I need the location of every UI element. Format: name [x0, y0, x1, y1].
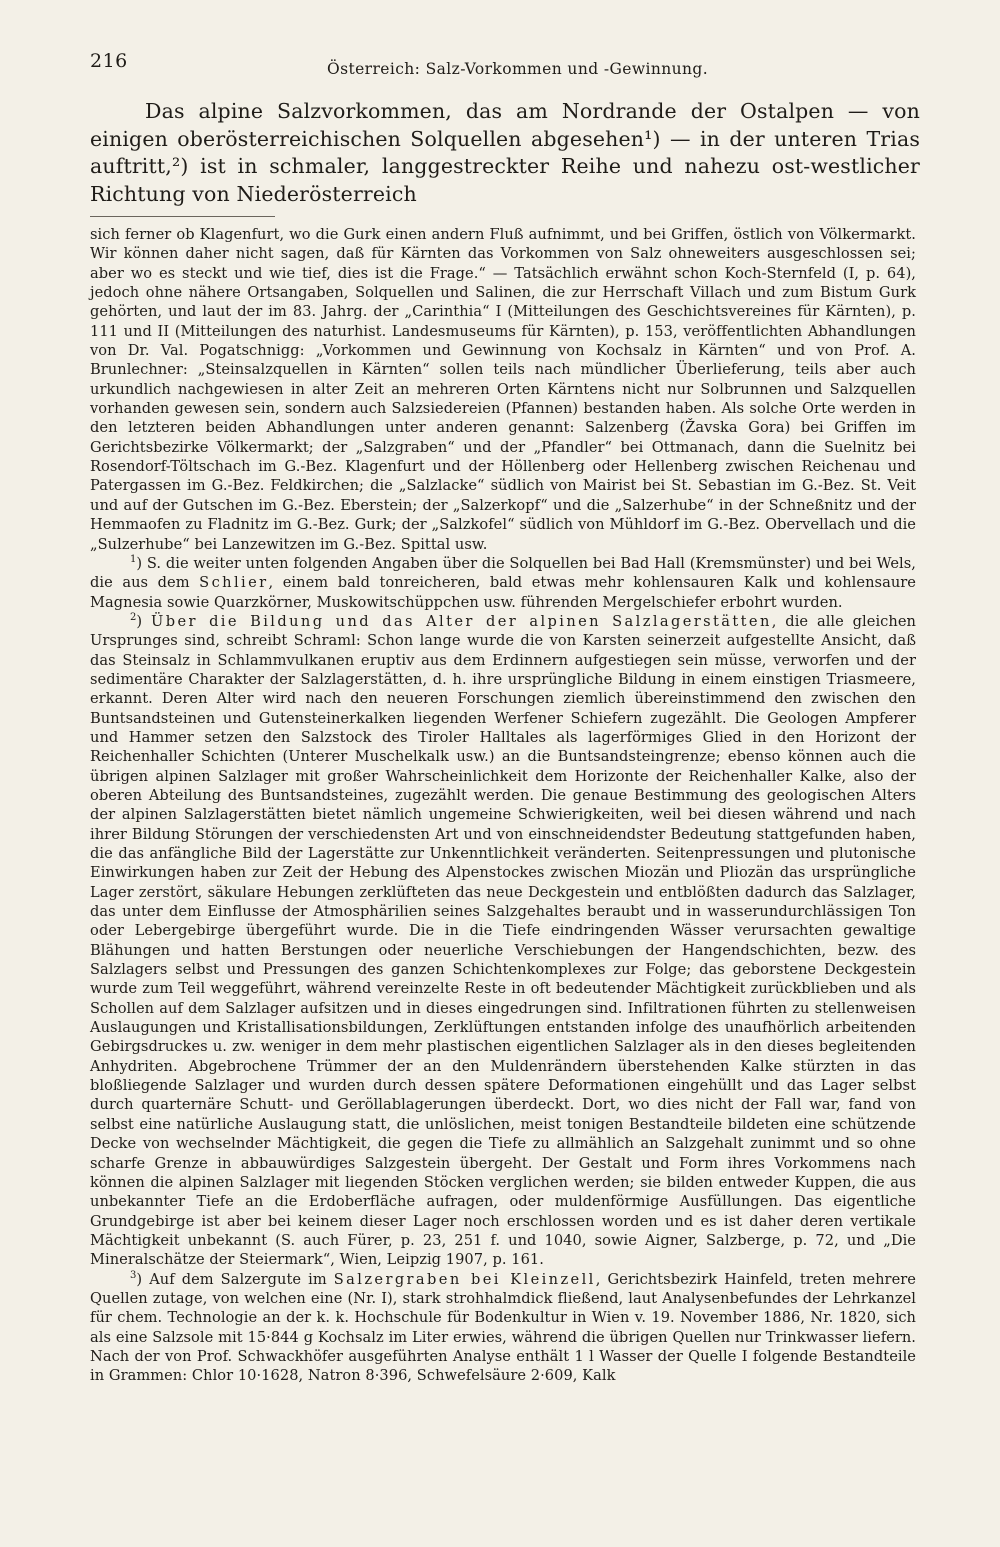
footnote-2-text: , die alle gleichen Ursprunges sind, schreibt Schraml: Schon lange wurde die von Karsten seinerzeit aufgestellte Ansicht, daß das Steinsalz in Schlammvulkanen eruptiv aus dem Erdinnern aufgestiegen sein müsse, verworfen und der sedimentäre Charakter der Salzlagerstätten, d. h. ihre ursprüngliche Bildung in einem einstigen Triasmeere, erkannt. Deren Alter wird nach den neueren Forschungen ziemlich übereinstimmend den zwischen den Buntsandsteinen und Gutensteinerkalken liegenden Werfener Schiefern zugezählt. Die Geologen Ampferer und Hammer setzen den Salzstock des Tiroler Halltales als lagerförmiges Glied in den Horizont der Reichenhaller Schichten (Unterer Muschelkalk usw.) an die Buntsandsteingrenze; ebenso können auch die übrigen alpinen Salzlager mit großer Wahrscheinlichkeit dem Horizonte der Reichenhaller Kalke, also der oberen Abteilung des Buntsandsteines, zugezählt werden. Die genaue Bestimmung des geologischen Alters der alpinen Salzlagerstätten bietet nämlich ungemeine Schwierigkeiten, weil bei diesen während und nach ihrer Bildung Störungen der verschiedensten Art und von einschneidendster Bedeutung stattgefunden haben, die das anfängliche Bild der Lagerstätte zur Unkenntlichkeit veränderten. Seitenpressungen und plutonische Einwirkungen haben zur Zeit der Hebung des Alpenstockes zwischen Miozän und Pliozän das ursprüngliche Lager zerstört, säkulare Hebungen zerklüfteten das neue Deckgestein und entblößten dadurch das Salzlager, das unter dem Einflusse der Atmosphärilien seines Salzgehaltes beraubt und in wasserundurchlässigen Ton oder Lebergebirge übergeführt wurde. Die in die Tiefe eindringenden Wässer verursachten gewaltige Blähungen und hatten Berstungen oder neuerliche Verschiebungen der Hangendschichten, bezw. des Salzlagers selbst und Pressungen des ganzen Schichtenkomplexes zur Folge; das geborstene Deckgestein wurde zum Teil weggeführt, während vereinzelte Reste in oft bedeutender Mächtigkeit zurückblieben und als Schollen auf dem Salzlager aufsitzen und in dieses eingedrungen sind. Infiltrationen führten zu stellenweisen Auslaugungen und Kristallisationsbildungen, Zerklüftungen entstanden infolge des unaufhörlich arbeitenden Gebirgsdruckes u. zw. weniger in dem mehr plastischen eigentlichen Salzlager als in den dieses begleitenden Anhydriten. Abgebrochene Trümmer der an den Muldenrändern überstehenden Kalke stürzten in das bloßliegende Salzlager und wurden durch dessen spätere Deformationen eingehüllt und das Lager selbst durch quarternäre Schutt- und Geröllablagerungen überdeckt. Dort, wo dies nicht der Fall war, fand von selbst eine natürliche Auslaugung statt, die unlöslichen, meist tonigen Bestandteile bildeten eine schützende Decke von wechselnder Mächtigkeit, die gegen die Tiefe zu allmählich an Salzgehalt zunimmt und so ohne scharfe Grenze in abbauwürdiges Salzgestein übergeht. Der Gestalt und Form ihres Vorkommens nach können die alpinen Salzlager mit liegenden Stöcken verglichen werden; sie bilden entweder Kuppen, die aus unbekannter Tiefe an die Erdoberfläche aufragen, oder muldenförmige Ausfüllungen. Das eigentliche Grundgebirge ist aber bei keinem dieser Lager noch erschlossen worden und es ist daher deren vertikale Mächtigkeit unbekannt (S. auch Fürer, p. 23, 251 f. und 1040, sowie Aigner, Salzberge, p. 72, und „Die Mineralschätze der Steiermark“, Wien, Leipzig 1907, p. 161.: [90, 612, 916, 1269]
footnote-3-text-end: , Gerichtsbezirk Hainfeld, treten mehrere Quellen zutage, von welchen eine (Nr. I), stark strohhalmdick fließend, laut Analysenbefundes der Lehrkanzel für chem. Technologie an der k. k. Hochschule für Bodenkultur in Wien v. 19. November 1886, Nr. 1820, sich als eine Salzsole mit 15·844 g Kochsalz im Liter erwies, während die übrigen Quellen nur Trinkwasser liefern. Nach der von Prof. Schwackhöfer ausgeführten Analyse enthält 1 l Wasser der Quelle I folgende Bestandteile in Grammen: Chlor 10·1628, Natron 8·396, Schwefelsäure 2·609, Kalk: [90, 1270, 916, 1385]
footnote-1-spaced-term: Schlier: [199, 574, 269, 592]
footnote-separator: [90, 216, 275, 217]
footnote-3-text-start: Auf dem Salzergute im: [149, 1270, 327, 1288]
footnote-3-spaced-term: Salzergraben bei Kleinzell: [333, 1270, 596, 1288]
footnote-1-text-end: , einem bald tonreicheren, bald etwas mehr kohlensauren Kalk und kohlensaure Magnesia sowie Quarzkörner, Muskowitschüppchen usw. führenden Mergelschiefer erbohrt wurden.: [90, 574, 916, 611]
footnote-2-spaced-term: Über die Bildung und das Alter der alpinen Salzlagerstätten: [151, 612, 772, 630]
footnote-3: $^3$) Auf dem Salzergute im Salzergraben bei Kleinzell, Gerichtsbezirk Hainfeld, treten mehrere Quellen zutage, von welchen eine (Nr. I), stark strohhalmdick fließend, laut Analysenbefundes der Lehrkanzel für chem. Technologie an der k. k. Hochschule für Bodenkultur in Wien v. 19. November 1886, Nr. 1820, sich als eine Salzsole mit 15·844 g Kochsalz im Liter erwies, während die übrigen Quellen nur Trinkwasser liefern. Nach der von Prof. Schwackhöfer ausgeführten Analyse enthält 1 l Wasser der Quelle I folgende Bestandteile in Grammen: Chlor 10·1628, Natron 8·396, Schwefelsäure 2·609, Kalk: [90, 1269, 916, 1385]
footnote-2: $^2$) Über die Bildung und das Alter der alpinen Salzlagerstätten, die alle gleichen Ursprunges sind, schreibt Schraml: Schon lange wurde die von Karsten seinerzeit aufgestellte Ansicht, daß das Steinsalz in Schlammvulkanen eruptiv aus dem Erdinnern aufgestiegen sein müsse, verworfen und der sedimentäre Charakter der Salzlagerstätten, d. h. ihre ursprüngliche Bildung in einem einstigen Triasmeere, erkannt. Deren Alter wird nach den neueren Forschungen ziemlich übereinstimmend den zwischen den Buntsandsteinen und Gutensteinerkalken liegenden Werfener Schiefern zugezählt. Die Geologen Ampferer und Hammer setzen den Salzstock des Tiroler Halltales als lagerförmiges Glied in den Horizont der Reichenhaller Schichten (Unterer Muschelkalk usw.) an die Buntsandsteingrenze; ebenso können auch die übrigen alpinen Salzlager mit großer Wahrscheinlichkeit dem Horizonte der Reichenhaller Kalke, also der oberen Abteilung des Buntsandsteines, zugezählt werden. Die genaue Bestimmung des geologischen Alters der alpinen Salzlagerstätten bietet nämlich ungemeine Schwierigkeiten, weil bei diesen während und nach ihrer Bildung Störungen der verschiedensten Art und von einschneidendster Bedeutung stattgefunden haben, die das anfängliche Bild der Lagerstätte zur Unkenntlichkeit veränderten. Seitenpressungen und plutonische Einwirkungen haben zur Zeit der Hebung des Alpenstockes zwischen Miozän und Pliozän das ursprüngliche Lager zerstört, säkulare Hebungen zerklüfteten das neue Deckgestein und entblößten dadurch das Salzlager, das unter dem Einflusse der Atmosphärilien seines Salzgehaltes beraubt und in wasserundurchlässigen Ton oder Lebergebirge übergeführt wurde. Die in die Tiefe eindringenden Wässer verursachten gewaltige Blähungen und hatten Berstungen oder neuerliche Verschiebungen der Hangendschichten, bezw. des Salzlagers selbst und Pressungen des ganzen Schichtenkomplexes zur Folge; das geborstene Deckgestein wurde zum Teil weggeführt, während vereinzelte Reste in oft bedeutender Mächtigkeit zurückblieben und als Schollen auf dem Salzlager aufsitzen und in dieses eingedrungen sind. Infiltrationen führten zu stellenweisen Auslaugungen und Kristallisationsbildungen, Zerklüftungen entstanden infolge des unaufhörlich arbeitenden Gebirgsdruckes u. zw. weniger in dem mehr plastischen eigentlichen Salzlager als in den dieses begleitenden Anhydriten. Abgebrochene Trümmer der an den Muldenrändern überstehenden Kalke stürzten in das bloßliegende Salzlager und wurden durch dessen spätere Deformationen eingehüllt und das Lager selbst durch quarternäre Schutt- und Geröllablagerungen überdeckt. Dort, wo dies nicht der Fall war, fand von selbst eine natürliche Auslaugung statt, die unlöslichen, meist tonigen Bestandteile bildeten eine schützende Decke von wechselnder Mächtigkeit, die gegen die Tiefe zu allmählich an Salzgehalt zunimmt und so ohne scharfe Grenze in abbauwürdiges Salzgestein übergeht. Der Gestalt und Form ihres Vorkommens nach können die alpinen Salzlager mit liegenden Stöcken verglichen werden; sie bilden entweder Kuppen, die aus unbekannter Tiefe an die Erdoberfläche aufragen, oder muldenförmige Ausfüllungen. Das eigentliche Grundgebirge ist aber bei keinem dieser Lager noch erschlossen worden und es ist daher deren vertikale Mächtigkeit unbekannt (S. auch Fürer, p. 23, 251 f. und 1040, sowie Aigner, Salzberge, p. 72, und „Die Mineralschätze der Steiermark“, Wien, Leipzig 1907, p. 161.: [90, 612, 916, 1269]
page-number: 216: [90, 50, 128, 72]
footnote-1-marker: 1: [130, 553, 137, 565]
footnote-1-text-start: S. die weiter unten folgenden Angaben über die Solquellen bei Bad Hall (Kremsmünster) und bei Wels, die aus dem: [90, 554, 916, 592]
footnote-3-marker: 3: [130, 1269, 137, 1281]
footnote-1: $^1$) S. die weiter unten folgenden Angaben über die Solquellen bei Bad Hall (Kremsmünster) und bei Wels, die aus dem Schlier, einem bald tonreicheren, bald etwas mehr kohlensauren Kalk und kohlensaure Magnesia sowie Quarzkörner, Muskowitschüppchen usw. führenden Mergelschiefer erbohrt wurden.: [90, 553, 916, 611]
footnotes: [90, 225, 916, 1386]
body-paragraph: Das alpine Salzvorkommen, das am Nordrande der Ostalpen — von einigen oberösterreichischen Solquellen abgesehen¹) — in der unteren Trias auftritt,²) ist in schmaler, langgestreckter Reihe und nahezu ost-westlicher Richtung von Niederösterreich: [90, 99, 920, 206]
footnote-2-marker: 2: [130, 612, 137, 624]
running-title: Österreich: Salz-Vorkommen und -Gewinnung.: [327, 60, 709, 78]
footnote-continuation: sich ferner ob Klagenfurt, wo die Gurk einen andern Fluß aufnimmt, und bei Griffen, östlich von Völkermarkt. Wir können daher nicht sagen, daß für Kärnten das Vorkommen von Salz ohneweiters ausgeschlossen sei; aber wo es steckt und wie tief, dies ist die Frage.“ — Tatsächlich erwähnt schon Koch-Sternfeld (I, p. 64), jedoch ohne nähere Ortsangaben, Solquellen und Salinen, die zur Herrschaft Villach und zum Bistum Gurk gehörten, und laut der im 83. Jahrg. der „Carinthia“ I (Mitteilungen des Geschichtsvereines für Kärnten), p. 111 und II (Mitteilungen des naturhist. Landesmuseums für Kärnten), p. 153, veröffentlichten Abhandlungen von Dr. Val. Pogatschnigg: „Vorkommen und Gewinnung von Kochsalz in Kärnten“ und von Prof. A. Brunlechner: „Steinsalzquellen in Kärnten“ sollen teils nach mündlicher Überlieferung, teils aber auch urkundlich nachgewiesen in alter Zeit an mehreren Orten Kärntens nicht nur Solbrunnen und Salzquellen vorhanden gewesen sein, sondern auch Salzsiedereien (Pfannen) bestanden haben. Als solche Orte werden in den letzteren beiden Abhandlungen unter anderen genannt: Salzenberg (Žavska Gora) bei Griffen im Gerichtsbezirke Völkermarkt; der „Salzgraben“ und der „Pfandler“ bei Ottmanach, dann die Suelnitz bei Rosendorf-Töltschach im G.-Bez. Klagenfurt und der Höllenberg oder Hellenberg zwischen Reichenau und Patergassen im G.-Bez. Feldkirchen; die „Salzlacke“ südlich von Mairist bei St. Sebastian im G.-Bez. St. Veit und auf der Gutschen im G.-Bez. Eberstein; der „Salzerkopf“ und die „Salzerhube“ in der Schneßnitz und der Hemmaofen zu Fladnitz im G.-Bez. Gurk; der „Salzkofel“ südlich von Mühldorf im G.-Bez. Obervellach und die „Sulzerhube“ bei Lanzewitzen im G.-Bez. Spittal usw.: [90, 226, 916, 553]
